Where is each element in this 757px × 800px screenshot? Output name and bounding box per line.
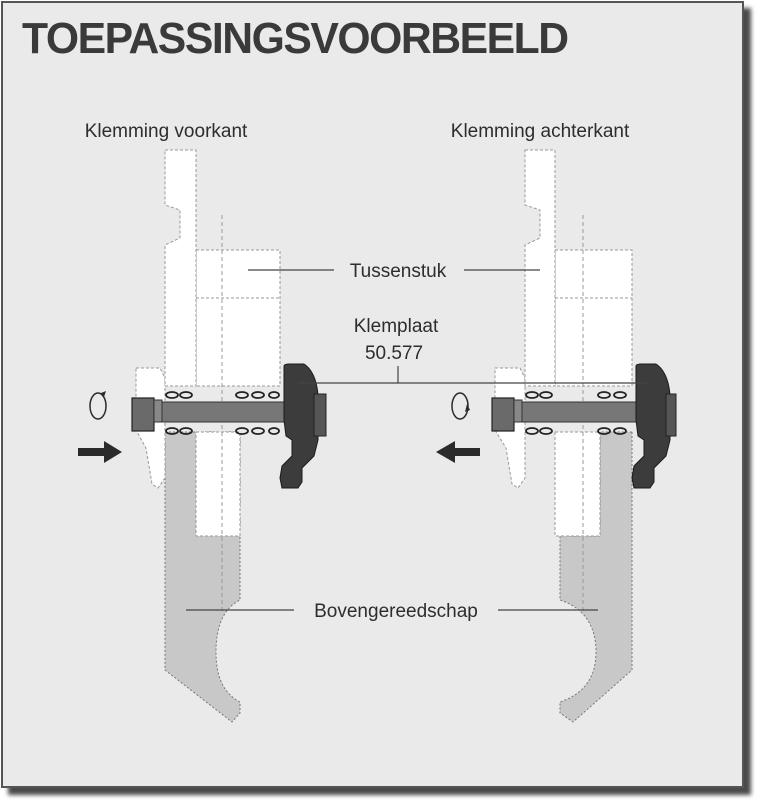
clamp-plate-knob-back — [666, 394, 676, 436]
label-front-clamping: Klemming voorkant — [84, 121, 248, 142]
bolt-head-front — [132, 398, 154, 431]
rotate-clockwise-icon — [90, 391, 106, 419]
label-clamp-plate-number: 50.577 — [364, 343, 424, 364]
arrow-right-icon — [78, 441, 122, 463]
bolt-shank-front — [152, 402, 292, 422]
bolt-head-back — [492, 398, 514, 431]
page-title: TOEPASSINGSVOORBEELD — [22, 14, 568, 63]
label-upper-tool: Bovengereedschap — [314, 601, 478, 622]
beam-back — [525, 150, 555, 386]
spacer-back — [555, 250, 632, 386]
beam-front — [165, 150, 196, 386]
holder-body-back — [555, 432, 600, 536]
holder-body-front — [196, 432, 240, 536]
label-spacer: Tussenstuk — [349, 261, 447, 282]
label-back-clamping: Klemming achterkant — [450, 121, 630, 142]
back-clamp-assembly — [492, 150, 676, 722]
bolt-shank-back — [512, 402, 648, 422]
front-clamp-assembly — [132, 150, 326, 722]
label-clamp-plate: Klemplaat — [353, 316, 439, 337]
clamp-plate-knob-front — [314, 394, 326, 436]
rotate-counterclockwise-icon — [452, 393, 470, 419]
arrow-left-icon — [436, 441, 480, 463]
